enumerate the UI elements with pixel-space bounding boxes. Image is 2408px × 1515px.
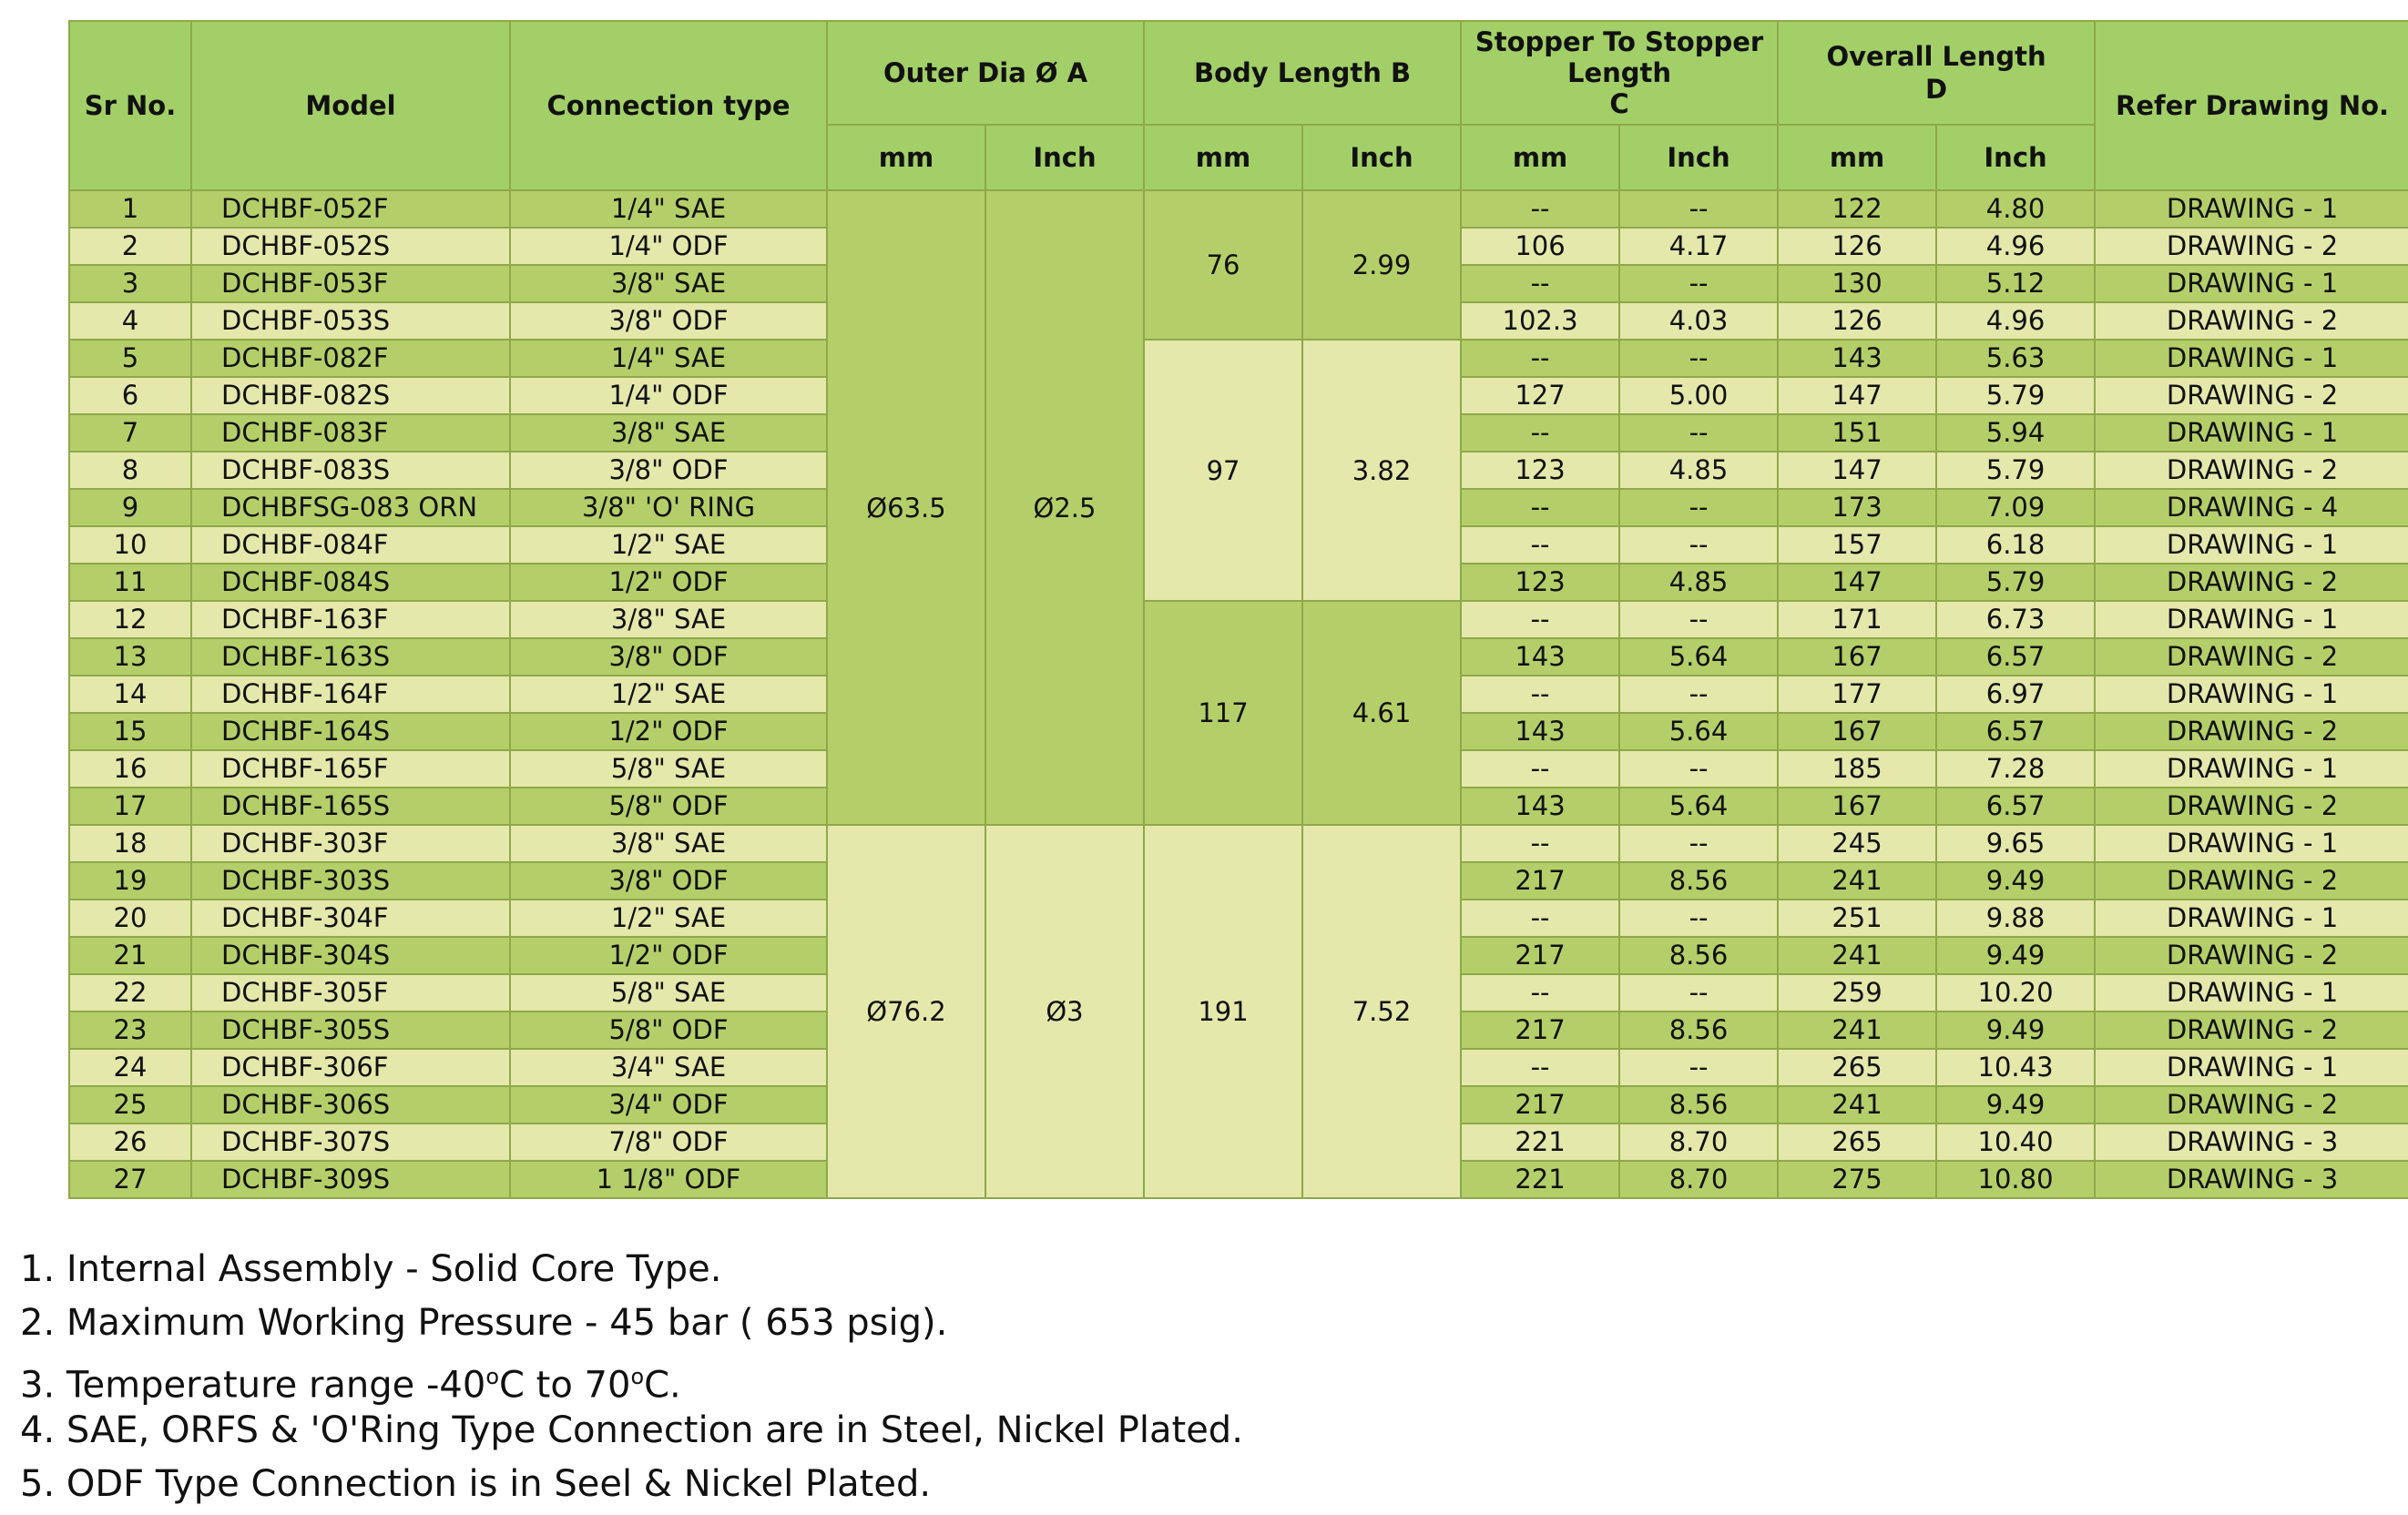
cell-connection-type: 3/4" SAE [510,1049,827,1086]
cell-stopper-mm: 221 [1461,1124,1619,1161]
cell-sr-no: 6 [69,377,191,414]
cell-overall-mm: 122 [1778,190,1936,228]
unit-inch: Inch [1619,125,1778,190]
cell-outer-dia-inch: Ø2.5 [985,190,1144,825]
cell-overall-mm: 147 [1778,564,1936,601]
cell-connection-type: 3/8" 'O' RING [510,489,827,526]
cell-overall-inch: 7.09 [1936,489,2095,526]
cell-model: DCHBF-082F [191,340,510,377]
cell-connection-type: 1 1/8" ODF [510,1161,827,1198]
table-row [69,340,2408,377]
cell-refer-drawing: DRAWING - 2 [2095,713,2408,750]
cell-overall-inch: 6.18 [1936,526,2095,564]
cell-connection-type: 1/2" SAE [510,526,827,564]
cell-overall-mm: 147 [1778,452,1936,489]
cell-stopper-mm: 123 [1461,452,1619,489]
cell-overall-mm: 177 [1778,676,1936,713]
cell-sr-no: 11 [69,564,191,601]
cell-stopper-mm: -- [1461,1049,1619,1086]
header-model: Model [191,21,510,190]
cell-stopper-mm: -- [1461,900,1619,937]
cell-overall-inch: 7.28 [1936,750,2095,788]
cell-overall-inch: 9.49 [1936,862,2095,900]
cell-sr-no: 21 [69,937,191,974]
cell-model: DCHBF-306S [191,1086,510,1124]
header-overall-length [1778,21,2095,125]
cell-sr-no: 26 [69,1124,191,1161]
cell-outer-dia-mm: Ø63.5 [827,190,985,825]
cell-connection-type: 5/8" ODF [510,788,827,825]
cell-connection-type: 1/2" SAE [510,900,827,937]
cell-stopper-mm: 127 [1461,377,1619,414]
cell-model: DCHBF-084F [191,526,510,564]
cell-stopper-inch: 4.03 [1619,302,1778,340]
cell-stopper-inch: 4.17 [1619,228,1778,265]
cell-overall-mm: 259 [1778,974,1936,1012]
cell-overall-mm: 167 [1778,638,1936,676]
cell-overall-inch: 9.65 [1936,825,2095,862]
cell-refer-drawing: DRAWING - 2 [2095,228,2408,265]
cell-body-length-inch: 7.52 [1302,825,1461,1198]
cell-overall-mm: 265 [1778,1124,1936,1161]
note-item: 1. Internal Assembly - Solid Core Type. [20,1248,722,1290]
cell-overall-inch: 5.79 [1936,452,2095,489]
unit-inch: Inch [1302,125,1461,190]
cell-refer-drawing: DRAWING - 1 [2095,526,2408,564]
cell-refer-drawing: DRAWING - 2 [2095,862,2408,900]
cell-body-length-mm: 191 [1144,825,1302,1198]
cell-connection-type: 1/2" SAE [510,676,827,713]
cell-connection-type: 5/8" SAE [510,974,827,1012]
cell-sr-no: 25 [69,1086,191,1124]
cell-overall-inch: 9.49 [1936,1012,2095,1049]
header-overall-length-line2: D [1925,74,1948,105]
cell-stopper-inch: -- [1619,526,1778,564]
cell-overall-mm: 185 [1778,750,1936,788]
header-stopper-length [1461,21,1778,125]
cell-connection-type: 5/8" ODF [510,1012,827,1049]
cell-stopper-mm: 143 [1461,638,1619,676]
cell-stopper-inch: 4.85 [1619,564,1778,601]
cell-stopper-inch: -- [1619,601,1778,638]
cell-overall-mm: 143 [1778,340,1936,377]
cell-stopper-inch: 8.56 [1619,862,1778,900]
cell-stopper-mm: -- [1461,414,1619,452]
cell-model: DCHBF-165F [191,750,510,788]
cell-overall-mm: 126 [1778,302,1936,340]
cell-model: DCHBF-306F [191,1049,510,1086]
cell-refer-drawing: DRAWING - 4 [2095,489,2408,526]
cell-refer-drawing: DRAWING - 2 [2095,302,2408,340]
cell-overall-mm: 251 [1778,900,1936,937]
cell-stopper-inch: 4.85 [1619,452,1778,489]
cell-model: DCHBF-163S [191,638,510,676]
unit-mm: mm [1461,125,1619,190]
header-connection-type: Connection type [510,21,827,190]
cell-model: DCHBF-052S [191,228,510,265]
cell-stopper-mm: -- [1461,825,1619,862]
header-stopper-length-line2: C [1609,88,1629,119]
cell-sr-no: 10 [69,526,191,564]
cell-sr-no: 13 [69,638,191,676]
cell-overall-mm: 167 [1778,713,1936,750]
unit-inch: Inch [985,125,1144,190]
cell-overall-inch: 10.20 [1936,974,2095,1012]
cell-model: DCHBF-304F [191,900,510,937]
cell-body-length-mm: 117 [1144,601,1302,825]
cell-overall-mm: 157 [1778,526,1936,564]
note-item: 5. ODF Type Connection is in Seel & Nickel Plated. [20,1463,932,1505]
cell-overall-inch: 6.73 [1936,601,2095,638]
cell-stopper-mm: 143 [1461,788,1619,825]
cell-outer-dia-mm: Ø76.2 [827,825,985,1198]
cell-refer-drawing: DRAWING - 3 [2095,1124,2408,1161]
cell-model: DCHBF-307S [191,1124,510,1161]
cell-overall-mm: 151 [1778,414,1936,452]
cell-overall-inch: 5.63 [1936,340,2095,377]
header-overall-length-line1: Overall Length [1826,41,2046,72]
cell-overall-inch: 10.40 [1936,1124,2095,1161]
cell-model: DCHBF-309S [191,1161,510,1198]
cell-sr-no: 17 [69,788,191,825]
cell-stopper-mm: 217 [1461,937,1619,974]
cell-overall-inch: 9.49 [1936,1086,2095,1124]
note-item [20,1350,1243,1407]
cell-body-length-mm: 76 [1144,190,1302,340]
cell-model: DCHBF-164F [191,676,510,713]
cell-stopper-mm: 221 [1461,1161,1619,1198]
cell-connection-type: 1/4" SAE [510,190,827,228]
cell-stopper-inch: -- [1619,414,1778,452]
cell-stopper-inch: 8.56 [1619,1086,1778,1124]
table-row [69,825,2408,862]
cell-sr-no: 20 [69,900,191,937]
cell-stopper-mm: 217 [1461,1086,1619,1124]
cell-stopper-mm: 217 [1461,862,1619,900]
cell-overall-inch: 10.80 [1936,1161,2095,1198]
cell-model: DCHBF-165S [191,788,510,825]
cell-refer-drawing: DRAWING - 1 [2095,900,2408,937]
cell-refer-drawing: DRAWING - 2 [2095,937,2408,974]
cell-overall-mm: 241 [1778,937,1936,974]
cell-sr-no: 7 [69,414,191,452]
cell-model: DCHBF-052F [191,190,510,228]
header-row [69,21,2408,125]
cell-overall-mm: 130 [1778,265,1936,302]
cell-overall-inch: 4.96 [1936,228,2095,265]
cell-model: DCHBF-305S [191,1012,510,1049]
cell-overall-mm: 265 [1778,1049,1936,1086]
cell-sr-no: 24 [69,1049,191,1086]
cell-model: DCHBF-303F [191,825,510,862]
cell-refer-drawing: DRAWING - 2 [2095,1086,2408,1124]
cell-stopper-mm: -- [1461,489,1619,526]
cell-stopper-mm: -- [1461,676,1619,713]
cell-stopper-inch: 8.70 [1619,1124,1778,1161]
cell-overall-mm: 245 [1778,825,1936,862]
cell-stopper-mm: 102.3 [1461,302,1619,340]
cell-overall-inch: 9.49 [1936,937,2095,974]
cell-model: DCHBF-082S [191,377,510,414]
cell-model: DCHBF-083F [191,414,510,452]
cell-connection-type: 1/4" SAE [510,340,827,377]
header-stopper-length-line1: Stopper To Stopper Length [1474,26,1764,88]
table-body [69,190,2408,1198]
cell-sr-no: 1 [69,190,191,228]
cell-sr-no: 23 [69,1012,191,1049]
cell-connection-type: 1/4" ODF [510,377,827,414]
cell-connection-type: 7/8" ODF [510,1124,827,1161]
cell-model: DCHBFSG-083 ORN [191,489,510,526]
header-refer-drawing: Refer Drawing No. [2095,21,2408,190]
cell-refer-drawing: DRAWING - 1 [2095,601,2408,638]
cell-overall-mm: 171 [1778,601,1936,638]
cell-connection-type: 3/8" SAE [510,414,827,452]
cell-sr-no: 3 [69,265,191,302]
unit-mm: mm [1778,125,1936,190]
table-row [69,601,2408,638]
cell-stopper-inch: -- [1619,750,1778,788]
cell-model: DCHBF-053F [191,265,510,302]
cell-sr-no: 14 [69,676,191,713]
cell-connection-type: 3/8" SAE [510,601,827,638]
cell-refer-drawing: DRAWING - 2 [2095,1012,2408,1049]
note-item: 4. SAE, ORFS & 'O'Ring Type Connection are in Steel, Nickel Plated. [20,1409,1243,1451]
cell-refer-drawing: DRAWING - 2 [2095,564,2408,601]
cell-body-length-inch: 4.61 [1302,601,1461,825]
cell-overall-inch: 9.88 [1936,900,2095,937]
cell-overall-inch: 5.12 [1936,265,2095,302]
cell-overall-mm: 241 [1778,1086,1936,1124]
unit-inch: Inch [1936,125,2095,190]
cell-sr-no: 8 [69,452,191,489]
cell-stopper-mm: -- [1461,190,1619,228]
cell-stopper-inch: 5.64 [1619,638,1778,676]
header-outer-dia: Outer Dia Ø A [827,21,1144,125]
unit-mm: mm [827,125,985,190]
cell-connection-type: 3/8" SAE [510,825,827,862]
cell-overall-inch: 6.57 [1936,713,2095,750]
cell-overall-mm: 167 [1778,788,1936,825]
cell-connection-type: 3/8" SAE [510,265,827,302]
cell-sr-no: 27 [69,1161,191,1198]
cell-sr-no: 19 [69,862,191,900]
cell-stopper-mm: -- [1461,340,1619,377]
header-sr-no: Sr No. [69,21,191,190]
cell-refer-drawing: DRAWING - 1 [2095,340,2408,377]
cell-sr-no: 12 [69,601,191,638]
cell-stopper-inch: 5.00 [1619,377,1778,414]
cell-outer-dia-inch: Ø3 [985,825,1144,1198]
cell-stopper-inch: -- [1619,1049,1778,1086]
cell-sr-no: 18 [69,825,191,862]
cell-stopper-inch: -- [1619,489,1778,526]
table-row [69,190,2408,228]
cell-overall-mm: 241 [1778,1012,1936,1049]
cell-overall-inch: 4.80 [1936,190,2095,228]
cell-sr-no: 4 [69,302,191,340]
note-text: C to 70 [499,1364,631,1407]
cell-stopper-inch: -- [1619,190,1778,228]
cell-connection-type: 1/2" ODF [510,713,827,750]
cell-connection-type: 3/8" ODF [510,452,827,489]
cell-model: DCHBF-053S [191,302,510,340]
cell-model: DCHBF-084S [191,564,510,601]
cell-overall-inch: 5.79 [1936,377,2095,414]
notes-list [20,1243,1243,1511]
cell-model: DCHBF-304S [191,937,510,974]
cell-overall-inch: 6.97 [1936,676,2095,713]
cell-model: DCHBF-164S [191,713,510,750]
cell-refer-drawing: DRAWING - 1 [2095,974,2408,1012]
cell-refer-drawing: DRAWING - 2 [2095,638,2408,676]
cell-refer-drawing: DRAWING - 1 [2095,265,2408,302]
cell-connection-type: 5/8" SAE [510,750,827,788]
cell-refer-drawing: DRAWING - 1 [2095,1049,2408,1086]
cell-overall-inch: 5.94 [1936,414,2095,452]
unit-mm: mm [1144,125,1302,190]
cell-overall-mm: 275 [1778,1161,1936,1198]
cell-sr-no: 16 [69,750,191,788]
cell-connection-type: 3/8" ODF [510,638,827,676]
cell-stopper-inch: 5.64 [1619,713,1778,750]
cell-stopper-mm: -- [1461,265,1619,302]
cell-stopper-mm: -- [1461,974,1619,1012]
cell-stopper-inch: -- [1619,676,1778,713]
header-body-length: Body Length B [1144,21,1461,125]
cell-sr-no: 9 [69,489,191,526]
cell-stopper-inch: -- [1619,340,1778,377]
cell-refer-drawing: DRAWING - 3 [2095,1161,2408,1198]
cell-stopper-inch: -- [1619,974,1778,1012]
cell-stopper-mm: 106 [1461,228,1619,265]
cell-refer-drawing: DRAWING - 2 [2095,788,2408,825]
cell-stopper-mm: 123 [1461,564,1619,601]
cell-connection-type: 3/8" ODF [510,302,827,340]
cell-stopper-inch: -- [1619,265,1778,302]
cell-body-length-inch: 3.82 [1302,340,1461,601]
cell-connection-type: 1/4" ODF [510,228,827,265]
cell-stopper-inch: 5.64 [1619,788,1778,825]
cell-stopper-inch: -- [1619,900,1778,937]
degree-mark: o [630,1364,645,1389]
cell-model: DCHBF-083S [191,452,510,489]
cell-overall-inch: 10.43 [1936,1049,2095,1086]
cell-stopper-inch: 8.56 [1619,1012,1778,1049]
cell-sr-no: 15 [69,713,191,750]
cell-stopper-inch: -- [1619,825,1778,862]
cell-refer-drawing: DRAWING - 1 [2095,825,2408,862]
cell-stopper-mm: -- [1461,750,1619,788]
cell-body-length-inch: 2.99 [1302,190,1461,340]
cell-overall-mm: 147 [1778,377,1936,414]
spec-table [68,20,2408,1199]
cell-overall-mm: 126 [1778,228,1936,265]
cell-model: DCHBF-163F [191,601,510,638]
note-item: 2. Maximum Working Pressure - 45 bar ( 653 psig). [20,1302,948,1344]
cell-stopper-mm: 143 [1461,713,1619,750]
cell-refer-drawing: DRAWING - 1 [2095,190,2408,228]
cell-overall-inch: 4.96 [1936,302,2095,340]
cell-refer-drawing: DRAWING - 1 [2095,750,2408,788]
cell-model: DCHBF-305F [191,974,510,1012]
cell-sr-no: 5 [69,340,191,377]
cell-overall-inch: 6.57 [1936,638,2095,676]
cell-stopper-mm: 217 [1461,1012,1619,1049]
cell-refer-drawing: DRAWING - 2 [2095,452,2408,489]
cell-overall-mm: 241 [1778,862,1936,900]
cell-refer-drawing: DRAWING - 1 [2095,414,2408,452]
cell-overall-mm: 173 [1778,489,1936,526]
cell-overall-inch: 5.79 [1936,564,2095,601]
cell-model: DCHBF-303S [191,862,510,900]
cell-connection-type: 3/8" ODF [510,862,827,900]
cell-connection-type: 3/4" ODF [510,1086,827,1124]
note-text: 3. Temperature range -40 [20,1364,486,1407]
cell-stopper-mm: -- [1461,601,1619,638]
cell-refer-drawing: DRAWING - 1 [2095,676,2408,713]
cell-stopper-mm: -- [1461,526,1619,564]
cell-connection-type: 1/2" ODF [510,937,827,974]
cell-refer-drawing: DRAWING - 2 [2095,377,2408,414]
cell-overall-inch: 6.57 [1936,788,2095,825]
cell-stopper-inch: 8.56 [1619,937,1778,974]
cell-body-length-mm: 97 [1144,340,1302,601]
cell-sr-no: 2 [69,228,191,265]
note-text: C. [644,1364,681,1407]
cell-stopper-inch: 8.70 [1619,1161,1778,1198]
cell-connection-type: 1/2" ODF [510,564,827,601]
degree-mark: o [485,1364,500,1389]
cell-sr-no: 22 [69,974,191,1012]
